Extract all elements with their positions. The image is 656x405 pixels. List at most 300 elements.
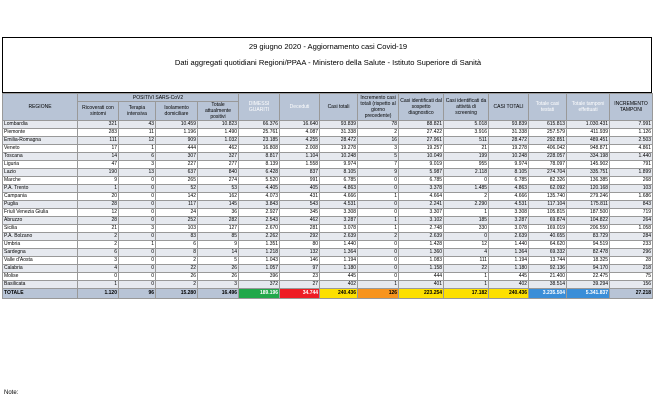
value-cell: 1.440 — [320, 241, 358, 249]
total-label: TOTALE — [3, 289, 78, 299]
value-cell: 3.307 — [399, 209, 444, 217]
value-cell: 8.105 — [320, 169, 358, 177]
value-cell: 1.194 — [489, 257, 529, 265]
value-cell: 1 — [78, 281, 119, 289]
value-cell: 2.748 — [399, 225, 444, 233]
value-cell: 257.579 — [529, 129, 567, 137]
value-cell: 0 — [358, 185, 399, 193]
value-cell: 1.032 — [198, 137, 239, 145]
value-cell: 3.916 — [444, 129, 489, 137]
value-cell: 97 — [280, 265, 320, 273]
region-cell: Campania — [3, 193, 78, 201]
page-title: 29 giugno 2020 - Aggiornamento casi Covid-19 — [248, 42, 408, 51]
value-cell: 4.863 — [489, 185, 529, 193]
value-cell: 1.440 — [610, 153, 653, 161]
value-cell: 69.874 — [529, 217, 567, 225]
value-cell: 2.503 — [610, 137, 653, 145]
value-cell: 4.255 — [280, 137, 320, 145]
region-cell: Friuli Venezia Giulia — [3, 209, 78, 217]
value-cell: 1.490 — [198, 129, 239, 137]
value-cell: 28.472 — [320, 137, 358, 145]
value-cell: 8.105 — [489, 169, 529, 177]
value-cell: 1.194 — [320, 257, 358, 265]
value-cell: 334.198 — [567, 153, 610, 161]
value-cell: 16 — [358, 137, 399, 145]
value-cell: 146 — [280, 257, 320, 265]
value-cell: 2 — [358, 129, 399, 137]
region-cell: Veneto — [3, 145, 78, 153]
value-cell: 4.073 — [239, 193, 280, 201]
total-cell: 16.496 — [198, 289, 239, 299]
value-cell: 0 — [119, 201, 156, 209]
col-ricoverati: Ricoverati con sintomi — [78, 102, 119, 121]
value-cell: 82.326 — [529, 177, 567, 185]
col-incremento-tamponi: INCREMENTO TAMPONI — [610, 94, 653, 121]
value-cell: 3.308 — [320, 209, 358, 217]
value-cell: 6.785 — [320, 177, 358, 185]
value-cell: 6.785 — [489, 177, 529, 185]
value-cell: 22 — [444, 265, 489, 273]
value-cell: 0 — [444, 177, 489, 185]
value-cell: 18.325 — [567, 257, 610, 265]
col-terapia-intensiva: Terapia intensiva — [119, 102, 156, 121]
value-cell: 955 — [444, 161, 489, 169]
value-cell: 22 — [156, 265, 198, 273]
value-cell: 0 — [358, 249, 399, 257]
value-cell: 82.478 — [567, 249, 610, 257]
value-cell: 2.118 — [444, 169, 489, 177]
region-cell: Basilicata — [3, 281, 78, 289]
value-cell: 6 — [119, 153, 156, 161]
value-cell: 3 — [119, 225, 156, 233]
region-cell: Abruzzo — [3, 217, 78, 225]
table-row — [3, 241, 653, 249]
table-row — [3, 177, 653, 185]
value-cell: 1.360 — [399, 249, 444, 257]
value-cell: 228.057 — [529, 153, 567, 161]
value-cell: 1.899 — [610, 169, 653, 177]
value-cell: 5 — [198, 257, 239, 265]
value-cell: 511 — [444, 137, 489, 145]
value-cell: 1 — [358, 281, 399, 289]
value-cell: 9.974 — [320, 161, 358, 169]
value-cell: 4.087 — [280, 129, 320, 137]
value-cell: 444 — [156, 145, 198, 153]
region-cell: Molise — [3, 273, 78, 281]
value-cell: 837 — [280, 169, 320, 177]
value-cell: 405 — [280, 185, 320, 193]
value-cell: 227 — [156, 161, 198, 169]
total-cell: 17.182 — [444, 289, 489, 299]
table-row — [3, 257, 653, 265]
value-cell: 1 — [444, 209, 489, 217]
value-cell: 12 — [78, 209, 119, 217]
value-cell: 111 — [78, 137, 119, 145]
value-cell: 277 — [198, 161, 239, 169]
value-cell: 5.520 — [239, 177, 280, 185]
value-cell: 94.519 — [567, 241, 610, 249]
value-cell: 0 — [119, 177, 156, 185]
value-cell: 135.740 — [529, 193, 567, 201]
value-cell: 88.821 — [399, 121, 444, 129]
value-cell: 2 — [444, 193, 489, 201]
value-cell: 0 — [358, 201, 399, 209]
region-cell: Piemonte — [3, 129, 78, 137]
col-casi-totali: Casi totali — [320, 94, 358, 121]
value-cell: 840 — [198, 169, 239, 177]
value-cell: 372 — [239, 281, 280, 289]
value-cell: 445 — [320, 273, 358, 281]
value-cell: 0 — [358, 209, 399, 217]
value-cell: 2.543 — [239, 217, 280, 225]
value-cell: 19.278 — [489, 145, 529, 153]
col-deceduti: Deceduti — [280, 94, 320, 121]
total-cell: 27.218 — [610, 289, 653, 299]
value-cell: 2 — [78, 241, 119, 249]
value-cell: 1.218 — [239, 249, 280, 257]
value-cell: 4.666 — [489, 193, 529, 201]
value-cell: 21 — [444, 145, 489, 153]
value-cell: 20 — [78, 193, 119, 201]
value-cell: 31.338 — [489, 129, 529, 137]
table-row — [3, 193, 653, 201]
value-cell: 0 — [358, 177, 399, 185]
value-cell: 13.744 — [529, 257, 567, 265]
value-cell: 1 — [119, 145, 156, 153]
value-cell: 14 — [198, 249, 239, 257]
value-cell: 28 — [610, 257, 653, 265]
total-cell: 223.254 — [399, 289, 444, 299]
value-cell: 909 — [156, 137, 198, 145]
value-cell: 10.823 — [198, 121, 239, 129]
value-cell: 27 — [280, 281, 320, 289]
value-cell: 445 — [489, 273, 529, 281]
value-cell: 1.043 — [239, 257, 280, 265]
value-cell: 2.639 — [320, 233, 358, 241]
value-cell: 27.961 — [399, 137, 444, 145]
value-cell: 2 — [78, 233, 119, 241]
value-cell: 26 — [198, 273, 239, 281]
value-cell: 1.558 — [280, 161, 320, 169]
value-cell: 136.385 — [567, 177, 610, 185]
value-cell: 1.083 — [399, 257, 444, 265]
value-cell: 3.378 — [399, 185, 444, 193]
value-cell: 156 — [610, 281, 653, 289]
value-cell: 38.514 — [529, 281, 567, 289]
value-cell: 169.019 — [529, 225, 567, 233]
value-cell: 402 — [489, 281, 529, 289]
value-cell: 103 — [156, 225, 198, 233]
value-cell: 1 — [78, 185, 119, 193]
region-cell: Lombardia — [3, 121, 78, 129]
value-cell: 7 — [358, 161, 399, 169]
value-cell: 2.927 — [239, 209, 280, 217]
value-cell: 206.550 — [567, 225, 610, 233]
value-cell: 3.843 — [239, 201, 280, 209]
value-cell: 3.287 — [320, 217, 358, 225]
value-cell: 117.104 — [529, 201, 567, 209]
value-cell: 274.704 — [529, 169, 567, 177]
value-cell: 0 — [119, 257, 156, 265]
value-cell: 6.785 — [399, 177, 444, 185]
value-cell: 0 — [119, 281, 156, 289]
value-cell: 406.042 — [529, 145, 567, 153]
value-cell: 83.729 — [567, 233, 610, 241]
value-cell: 0 — [119, 217, 156, 225]
value-cell: 8.817 — [239, 153, 280, 161]
value-cell: 0 — [444, 233, 489, 241]
value-cell: 948.871 — [567, 145, 610, 153]
col-totale-tamponi: Totale tamponi effettuati — [567, 94, 610, 121]
table-row — [3, 249, 653, 257]
value-cell: 175.811 — [567, 201, 610, 209]
value-cell: 1.428 — [399, 241, 444, 249]
value-cell: 4 — [444, 249, 489, 257]
value-cell: 1 — [444, 273, 489, 281]
value-cell: 489.451 — [567, 137, 610, 145]
value-cell: 1.485 — [444, 185, 489, 193]
value-cell: 2.262 — [239, 233, 280, 241]
region-cell: P.A. Trento — [3, 185, 78, 193]
value-cell: 1.351 — [239, 241, 280, 249]
value-cell: 7.991 — [610, 121, 653, 129]
value-cell: 0 — [119, 249, 156, 257]
value-cell: 17 — [78, 145, 119, 153]
value-cell: 543 — [280, 201, 320, 209]
value-cell: 4.664 — [399, 193, 444, 201]
value-cell: 431 — [280, 193, 320, 201]
value-cell: 284 — [610, 233, 653, 241]
value-cell: 2.290 — [444, 201, 489, 209]
table-row — [3, 233, 653, 241]
value-cell: 307 — [156, 153, 198, 161]
value-cell: 93.839 — [320, 121, 358, 129]
value-cell: 62.092 — [529, 185, 567, 193]
col-totale-casi-testati: Totale casi testati — [529, 94, 567, 121]
value-cell: 28.472 — [489, 137, 529, 145]
value-cell: 26 — [198, 265, 239, 273]
region-cell: Umbria — [3, 241, 78, 249]
value-cell: 279.246 — [567, 193, 610, 201]
value-cell: 3 — [198, 281, 239, 289]
total-cell: 1.120 — [78, 289, 119, 299]
region-cell: Sardegna — [3, 249, 78, 257]
region-cell: Sicilia — [3, 225, 78, 233]
positivi-group-header: POSITIVI SARS-CoV2 — [78, 94, 239, 102]
value-cell: 401 — [399, 281, 444, 289]
value-cell: 8 — [156, 249, 198, 257]
value-cell: 6.428 — [239, 169, 280, 177]
value-cell: 117 — [156, 201, 198, 209]
value-cell: 199 — [444, 153, 489, 161]
value-cell: 2 — [156, 281, 198, 289]
value-cell: 145.902 — [567, 161, 610, 169]
value-cell: 4 — [78, 265, 119, 273]
total-cell: 15.280 — [156, 289, 198, 299]
value-cell: 52 — [156, 185, 198, 193]
footer-note: Note: — [4, 390, 19, 396]
value-cell: 31.338 — [320, 129, 358, 137]
value-cell: 94.170 — [567, 265, 610, 273]
value-cell: 1 — [358, 225, 399, 233]
value-cell: 5.018 — [444, 121, 489, 129]
value-cell: 16.808 — [239, 145, 280, 153]
value-cell: 264 — [610, 217, 653, 225]
value-cell: 0 — [358, 273, 399, 281]
value-cell: 24 — [156, 209, 198, 217]
total-cell: 189.196 — [239, 289, 280, 299]
table-row — [3, 185, 653, 193]
total-cell: 96 — [119, 289, 156, 299]
value-cell: 2 — [358, 233, 399, 241]
value-cell: 103 — [610, 185, 653, 193]
total-cell: 34.744 — [280, 289, 320, 299]
value-cell: 93.839 — [489, 121, 529, 129]
value-cell: 0 — [119, 193, 156, 201]
value-cell: 1.030.431 — [567, 121, 610, 129]
value-cell: 991 — [280, 177, 320, 185]
value-cell: 14 — [78, 153, 119, 161]
table-body — [3, 121, 653, 299]
value-cell: 462 — [280, 217, 320, 225]
value-cell: 10.049 — [399, 153, 444, 161]
value-cell: 1.196 — [156, 129, 198, 137]
value-cell: 8.139 — [239, 161, 280, 169]
region-cell: Marche — [3, 177, 78, 185]
value-cell: 23.185 — [239, 137, 280, 145]
value-cell: 26 — [156, 273, 198, 281]
value-cell: 21.400 — [529, 273, 567, 281]
value-cell: 3.287 — [489, 217, 529, 225]
value-cell: 83 — [156, 233, 198, 241]
value-cell: 2 — [156, 257, 198, 265]
value-cell: 120.168 — [567, 185, 610, 193]
value-cell: 85 — [198, 233, 239, 241]
table-row — [3, 169, 653, 177]
value-cell: 40.655 — [529, 233, 567, 241]
value-cell: 282 — [198, 217, 239, 225]
value-cell: 1 — [444, 281, 489, 289]
value-cell: 0 — [358, 265, 399, 273]
value-cell: 1.440 — [489, 241, 529, 249]
region-header: REGIONE — [3, 94, 78, 121]
table-row — [3, 209, 653, 217]
value-cell: 4.405 — [239, 185, 280, 193]
value-cell: 111 — [444, 257, 489, 265]
table-row — [3, 225, 653, 233]
value-cell: 145 — [198, 201, 239, 209]
value-cell: 75 — [610, 273, 653, 281]
value-cell: 5.987 — [399, 169, 444, 177]
value-cell: 615.813 — [529, 121, 567, 129]
value-cell: 53 — [198, 185, 239, 193]
table-row — [3, 217, 653, 225]
value-cell: 327 — [198, 153, 239, 161]
value-cell: 9.974 — [489, 161, 529, 169]
value-cell: 3.308 — [489, 209, 529, 217]
value-cell: 4.861 — [610, 145, 653, 153]
value-cell: 105.815 — [529, 209, 567, 217]
value-cell: 4.666 — [320, 193, 358, 201]
value-cell: 22.475 — [567, 273, 610, 281]
value-cell: 4.531 — [320, 201, 358, 209]
region-cell: P.A. Bolzano — [3, 233, 78, 241]
value-cell: 233 — [610, 241, 653, 249]
col-totale-positivi: Totale attualmente positivi — [198, 102, 239, 121]
value-cell: 1.058 — [610, 225, 653, 233]
value-cell: 2.008 — [280, 145, 320, 153]
value-cell: 637 — [156, 169, 198, 177]
table-row — [3, 201, 653, 209]
region-cell: Liguria — [3, 161, 78, 169]
value-cell: 1.158 — [399, 265, 444, 273]
region-cell: Calabria — [3, 265, 78, 273]
value-cell: 0 — [119, 233, 156, 241]
value-cell: 190 — [78, 169, 119, 177]
value-cell: 402 — [320, 281, 358, 289]
table-row — [3, 137, 653, 145]
value-cell: 281 — [280, 225, 320, 233]
value-cell: 1.057 — [239, 265, 280, 273]
value-cell: 104.822 — [567, 217, 610, 225]
value-cell: 2.670 — [239, 225, 280, 233]
value-cell: 9 — [78, 177, 119, 185]
value-cell: 10.248 — [489, 153, 529, 161]
value-cell: 36 — [198, 209, 239, 217]
value-cell: 218 — [610, 265, 653, 273]
value-cell: 2.639 — [399, 233, 444, 241]
value-cell: 12 — [444, 241, 489, 249]
value-cell: 187.500 — [567, 209, 610, 217]
value-cell: 69.332 — [529, 249, 567, 257]
value-cell: 1 — [119, 241, 156, 249]
table-row — [3, 265, 653, 273]
region-cell: Puglia — [3, 201, 78, 209]
value-cell: 252 — [156, 217, 198, 225]
value-cell: 1.180 — [489, 265, 529, 273]
value-cell: 719 — [610, 209, 653, 217]
value-cell: 127 — [198, 225, 239, 233]
value-cell: 28 — [78, 217, 119, 225]
total-cell: 3.235.504 — [529, 289, 567, 299]
value-cell: 19.257 — [399, 145, 444, 153]
value-cell: 47 — [78, 161, 119, 169]
value-cell: 2.639 — [489, 233, 529, 241]
value-cell: 9 — [198, 241, 239, 249]
col-casi-totali-2: CASI TOTALI — [489, 94, 529, 121]
value-cell: 791 — [610, 161, 653, 169]
value-cell: 0 — [119, 185, 156, 193]
value-cell: 0 — [119, 209, 156, 217]
value-cell: 43 — [119, 121, 156, 129]
table-row — [3, 281, 653, 289]
value-cell: 268 — [610, 177, 653, 185]
value-cell: 283 — [78, 129, 119, 137]
value-cell: 3.078 — [489, 225, 529, 233]
total-cell: 5.341.837 — [567, 289, 610, 299]
value-cell: 23 — [280, 273, 320, 281]
value-cell: 142 — [156, 193, 198, 201]
total-row — [3, 289, 653, 299]
value-cell: 296 — [610, 249, 653, 257]
value-cell: 27.422 — [399, 129, 444, 137]
value-cell: 10.459 — [156, 121, 198, 129]
table-row — [3, 161, 653, 169]
value-cell: 3 — [358, 145, 399, 153]
col-casi-screening: Casi identificati da attività di screening — [444, 94, 489, 121]
region-cell: Valle d'Aosta — [3, 257, 78, 265]
table-row — [3, 129, 653, 137]
